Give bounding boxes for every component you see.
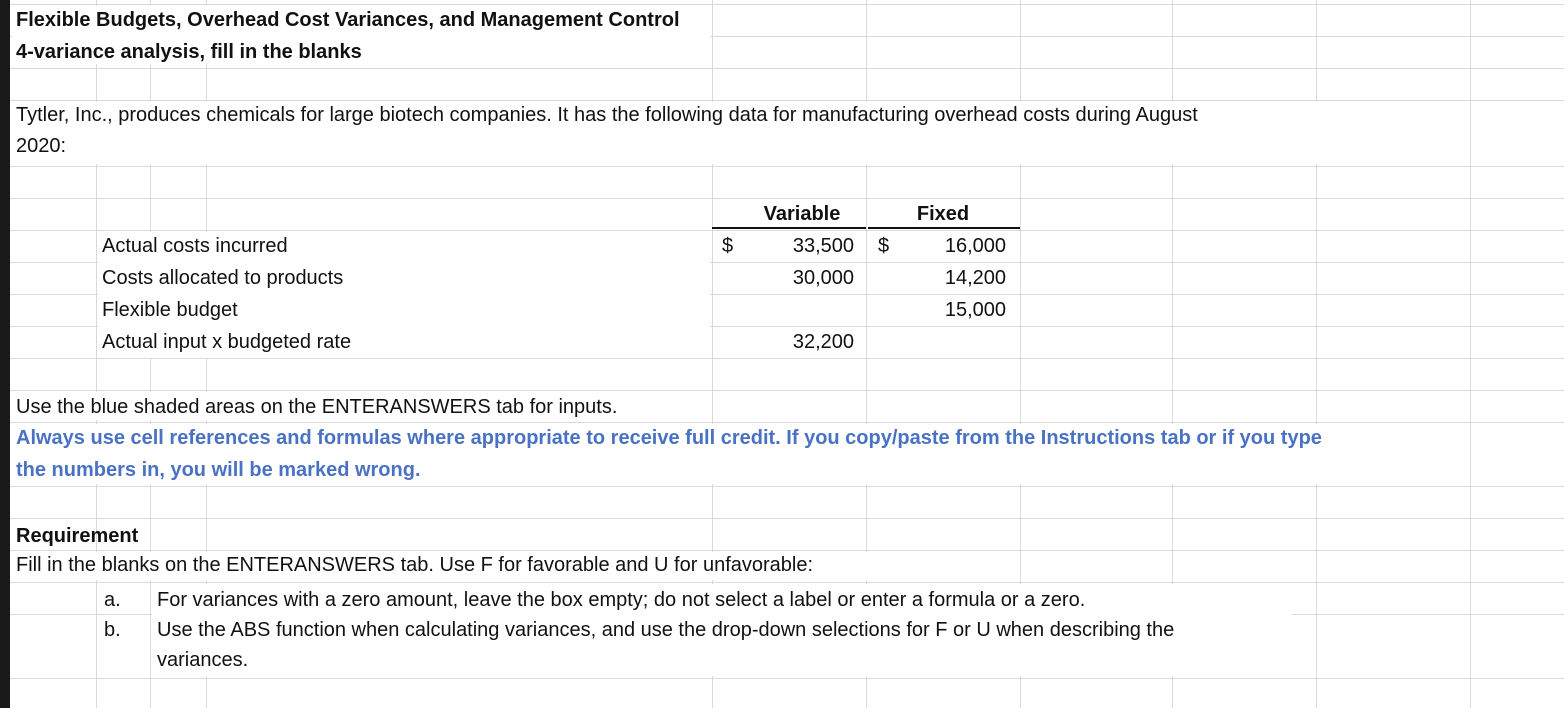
actual-input-variable-value[interactable]: 32,200 — [792, 331, 854, 353]
sheet-subtitle[interactable]: 4-variance analysis, fill in the blanks — [16, 41, 362, 63]
warning-line-1[interactable]: Always use cell references and formulas where appropriate to receive full credit. If you copy/paste from the Instructions tab or if you type — [16, 427, 1322, 449]
grid-row-line — [10, 358, 1564, 359]
header-variable[interactable]: Variable — [763, 203, 841, 225]
requirement-heading[interactable]: Requirement — [16, 525, 139, 547]
note-a-text[interactable]: For variances with a zero amount, leave the box empty; do not select a label or enter a formula or a zero. — [157, 589, 1086, 611]
header-underline-fixed — [868, 227, 1020, 229]
costs-allocated-fixed-value[interactable]: 14,200 — [944, 267, 1006, 289]
note-b-text-line-2[interactable]: variances. — [157, 649, 249, 671]
grid-row-line — [10, 230, 1564, 231]
flexible-budget-fixed-value[interactable]: 15,000 — [944, 299, 1006, 321]
grid-row-line — [10, 678, 1564, 679]
use-blue-note[interactable]: Use the blue shaded areas on the ENTERANSWERS tab for inputs. — [16, 396, 618, 418]
actual-costs-fixed-value[interactable]: 16,000 — [944, 235, 1006, 257]
grid-row-line — [10, 100, 1564, 101]
grid-row-line — [10, 390, 1564, 391]
grid-row-line — [10, 518, 1564, 519]
grid-row-line — [10, 68, 1564, 69]
intro-line-2[interactable]: 2020: — [16, 135, 67, 157]
grid-row-line — [10, 582, 1564, 583]
sheet-title[interactable]: Flexible Budgets, Overhead Cost Variances, and Management Control — [16, 9, 680, 31]
row-label-actual-costs[interactable]: Actual costs incurred — [102, 235, 288, 257]
row-label-flexible-budget[interactable]: Flexible budget — [102, 299, 238, 321]
header-fixed[interactable]: Fixed — [916, 203, 970, 225]
note-b-text-line-1[interactable]: Use the ABS function when calculating variances, and use the drop-down selections for F or U when describing the — [157, 619, 1175, 641]
row-label-actual-input[interactable]: Actual input x budgeted rate — [102, 331, 352, 353]
grid-row-line — [10, 550, 1564, 551]
grid-row-line — [10, 4, 1564, 5]
warning-line-2[interactable]: the numbers in, you will be marked wrong. — [16, 459, 421, 481]
header-underline-variable — [712, 227, 866, 229]
intro-line-1[interactable]: Tytler, Inc., produces chemicals for large biotech companies. It has the following data for manufacturing overhead costs during August — [16, 104, 1198, 126]
costs-allocated-variable-value[interactable]: 30,000 — [792, 267, 854, 289]
requirement-text[interactable]: Fill in the blanks on the ENTERANSWERS tab. Use F for favorable and U for unfavorable: — [16, 554, 814, 576]
grid-row-line — [10, 166, 1564, 167]
grid-row-line — [10, 422, 1564, 423]
note-b-marker: b. — [104, 619, 121, 641]
row-label-costs-allocated[interactable]: Costs allocated to products — [102, 267, 344, 289]
grid-row-line — [10, 198, 1564, 199]
actual-costs-variable-value[interactable]: 33,500 — [792, 235, 854, 257]
currency-symbol-fixed: $ — [878, 235, 890, 257]
grid-row-line — [10, 486, 1564, 487]
grid-col-line — [1470, 0, 1471, 708]
row-header-gutter — [0, 0, 10, 708]
currency-symbol-variable: $ — [722, 235, 734, 257]
note-a-marker: a. — [104, 589, 121, 611]
